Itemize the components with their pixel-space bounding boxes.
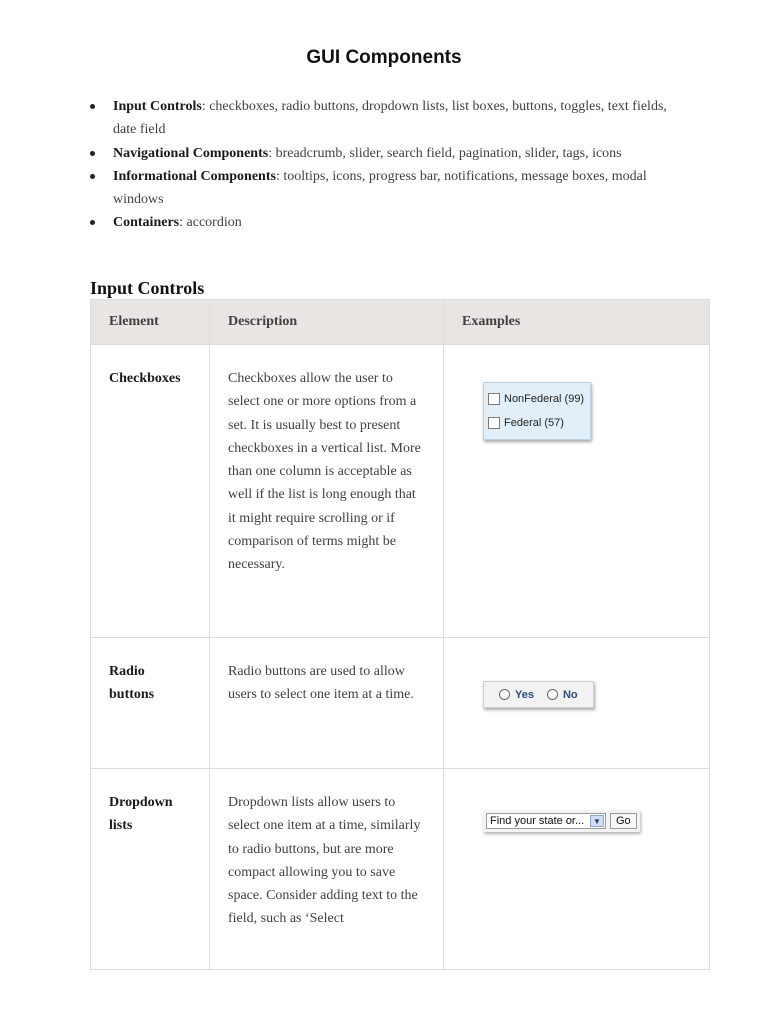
list-item-desc: : checkboxes, radio buttons, dropdown lists, list boxes, buttons, toggles, text fields, date field — [113, 99, 667, 138]
dropdown-example — [483, 810, 640, 832]
description-cell: Dropdown lists allow users to select one item at a time, similarly to radio buttons, but are more compact allowing you to save space. Consider adding text to the field, such as ‘Select — [210, 769, 444, 970]
element-cell: Radio buttons — [91, 638, 210, 769]
radio-label: Yes — [515, 688, 534, 701]
column-header-element: Element — [91, 300, 210, 345]
radio-example — [483, 681, 594, 708]
example-cell — [444, 638, 710, 769]
radio-option[interactable] — [547, 689, 578, 701]
radio-label: No — [562, 688, 578, 701]
checkbox-label: NonFederal (99) — [504, 393, 585, 405]
radio-icon[interactable] — [547, 689, 558, 700]
radio-option[interactable] — [499, 689, 534, 701]
component-category-list — [113, 95, 683, 235]
checkbox-example — [483, 382, 591, 440]
checkbox-option[interactable] — [488, 411, 584, 435]
list-item-desc: : tooltips, icons, progress bar, notifications, message boxes, modal windows — [113, 168, 647, 208]
table-row — [91, 638, 710, 769]
list-item-term: Navigational Components — [113, 145, 269, 161]
page-title: GUI Components — [306, 47, 462, 68]
list-item — [113, 211, 683, 234]
element-cell: Dropdown lists — [91, 769, 210, 970]
list-item — [113, 165, 683, 212]
table-row — [91, 345, 710, 638]
list-item-term: Informational Components — [113, 168, 276, 184]
description-cell: Checkboxes allow the user to select one or more options from a set. It is usually best to present checkboxes in a vertical list. More than one column is acceptable as well if the list is long enough that it might require scrolling or if comparison of terms might be necessary. — [210, 345, 444, 638]
column-header-examples: Examples — [444, 300, 710, 345]
column-header-description: Description — [210, 300, 444, 345]
list-item — [113, 95, 683, 142]
checkbox-icon[interactable] — [488, 393, 500, 405]
table-row — [91, 769, 710, 970]
chevron-down-icon[interactable]: ▼ — [590, 815, 604, 827]
checkbox-label: Federal (57) — [504, 417, 564, 429]
state-dropdown[interactable] — [486, 813, 606, 829]
section-heading: Input Controls — [90, 278, 205, 298]
go-button[interactable]: Go — [610, 813, 637, 829]
description-cell: Radio buttons are used to allow users to select one item at a time. — [210, 638, 444, 769]
element-cell: Checkboxes — [91, 345, 210, 638]
radio-icon[interactable] — [499, 689, 510, 700]
list-item — [113, 142, 683, 165]
checkbox-icon[interactable] — [488, 417, 500, 429]
example-cell — [444, 345, 710, 638]
checkbox-option[interactable] — [488, 387, 584, 411]
dropdown-value: Find your state or... — [490, 815, 585, 827]
list-item-desc: : breadcrumb, slider, search field, pagination, slider, tags, icons — [268, 145, 622, 161]
input-controls-table — [90, 299, 710, 970]
list-item-term: Input Controls — [113, 99, 202, 114]
table-header-row — [91, 300, 710, 345]
list-item-term: Containers — [113, 215, 180, 231]
list-item-desc: : accordion — [179, 215, 242, 231]
example-cell — [444, 769, 710, 970]
